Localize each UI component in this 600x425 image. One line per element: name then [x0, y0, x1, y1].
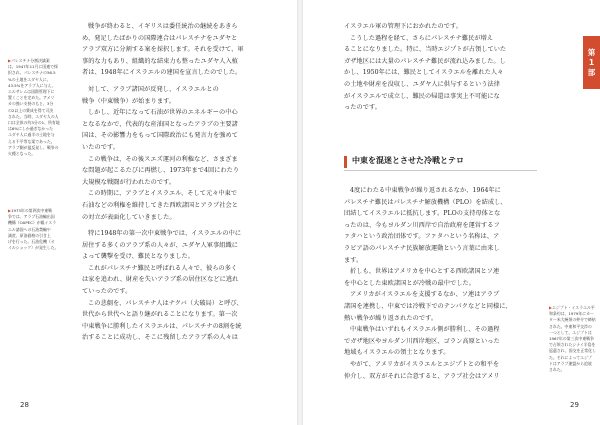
text-line: これがパレスチナ難民と呼ばれる人々で、彼らの多く — [88, 264, 238, 272]
text-line: 特に1948年の第一次中東戦争では、イスラエルの中に — [88, 230, 242, 238]
text-line: を中心とした東欧諸国とが冷戦の最中でした。 — [344, 279, 475, 287]
note-line — [549, 367, 596, 373]
note-text: エルサレムは国際管理下に — [8, 89, 55, 95]
text-line: の対立が表面化していきました。 — [82, 213, 176, 221]
note-text: た。それによってエジプ — [549, 354, 592, 360]
note-text: で占領されたシナイ半島を — [549, 342, 596, 348]
note-text: 置くことを定めた。アメリ — [8, 95, 55, 101]
text-line: は家を追われ、財産を失いアラブ系の居住区などに逃れ — [82, 276, 239, 284]
text-line: 大規模な戦闘が行われたのです。 — [82, 178, 176, 186]
note-text: 機構（OAPEC）が親イスラ — [8, 220, 57, 226]
note-text: イルショック）が発生した。 — [8, 245, 59, 251]
note-text: 択され、パレスチナの56.5 — [8, 70, 56, 76]
note-text: エジプト・イスラエル平 — [552, 305, 595, 310]
text-line: この時期に、アラブとイスラエル、そして元々中東で — [88, 190, 238, 198]
text-line: ていったのです。 — [82, 288, 132, 296]
text-line: 熱い戦争が繰り返されたのです。 — [344, 314, 438, 322]
note-text: げを行った。石油危機（オ — [8, 239, 55, 245]
note-marker-icon: ▶ — [8, 208, 11, 213]
left-body-text — [82, 21, 282, 344]
text-line: ることになりました。特に、当時エジプトが占領していた — [344, 46, 507, 54]
text-line: 仲介し、双方がそれに合意すると、アラブ社会はアメリ — [344, 372, 500, 380]
text-line: この戦争は、その後スエズ運河の利権など、さまざま — [88, 155, 238, 163]
right-margin-note — [549, 305, 596, 373]
text-line: がイスラエルで成立し、難民の帰還は事実上不可能にな — [344, 92, 500, 100]
note-text: 1967年の第三次中東戦争 — [549, 336, 594, 342]
text-line: となるなかで、代表的な産油国となったアラブの主要諸 — [82, 120, 238, 128]
text-line: 戦争が終わると、イギリスは委任統治の継続をあきら — [88, 23, 238, 30]
text-line: め、発足したばかりの国際連合はパレスチナをユダヤと — [82, 34, 238, 42]
text-line: 4度にわたる中東戦争が繰り返されるなか、1964年に — [350, 187, 501, 194]
chapter-tab — [583, 36, 600, 89]
note-text: 火種となった。 — [8, 151, 36, 157]
note-text: ユダヤ人に過半の土地を与 — [8, 132, 55, 138]
note-text: 返還され、国交を正常化し — [549, 348, 596, 354]
note-text: された。当時、ユダヤ人の人 — [8, 113, 59, 119]
note-text: は6%にしか過ぎなかった — [8, 126, 54, 132]
note-line — [8, 245, 58, 251]
section-heading — [344, 154, 537, 171]
note-text: ター米大統領の仲介で締結 — [549, 317, 596, 323]
note-text: カの強い支持のもと、3分 — [8, 101, 54, 107]
note-text: パレスチナ分割決議案 — [11, 58, 50, 63]
text-line: 対して、アラブ諸国が反発し、イスラエルとの — [88, 85, 219, 93]
text-line: ったのです。 — [344, 104, 381, 112]
text-line: ったのは、今もヨルダン川西岸で自治政府を運営するフ — [344, 221, 500, 229]
note-text: %の土地をユダヤ人に、 — [8, 76, 51, 82]
text-line: しかし、近年になって石油が世界のエネルギーの中心 — [88, 109, 238, 117]
right-body-text-top — [344, 21, 544, 114]
text-line: よって襲撃を受け、難民となりました。 — [82, 253, 195, 261]
text-line: 中東戦争はいずれもイスラエル側が勝利し、その過程 — [350, 326, 500, 334]
text-line: ラビア語のパレスチナ民族解放運動という言葉に由来し — [344, 244, 500, 252]
text-line: の土地や財産を没収し、ユダヤ人に供与するという法律 — [344, 80, 500, 88]
right-body-text-bottom — [344, 185, 544, 382]
note-text: 和条約は、1979年にカー — [549, 311, 594, 317]
chapter-tab-number: 1 — [588, 57, 595, 67]
margin-note — [8, 208, 58, 251]
text-line: パレスチナ難民はパレスチナ解放機構（PLO）を結成し、 — [344, 198, 507, 206]
text-line: 者は、1948年にイスラエルの建国を宣言したのでした。 — [82, 69, 242, 77]
note-text: 争では、アラブ石油輸出国 — [8, 214, 55, 220]
note-text: 口は全体の約3分の1、所有地 — [8, 120, 60, 126]
text-line: 諸国を連携し、中東では冷戦下でのテンパクなどと同様に、 — [344, 302, 512, 310]
text-line: 折しも、世界はアメリカを中心とする西欧諸国とソ連 — [350, 268, 500, 276]
text-line: 中東戦争に勝利したイスラエルは、パレスチナの8割を統 — [82, 322, 242, 330]
text-line: イスラエル軍の管理下におかれたのです。 — [344, 23, 462, 30]
text-line: アラブ双方に分割する案を採択します。それを受けて、軍 — [82, 46, 244, 54]
chapter-tab-char: 部 — [587, 67, 596, 77]
note-marker-icon: ▶ — [8, 58, 11, 63]
text-line: ます。 — [344, 256, 363, 264]
text-line: 世代から世代へと語り継がれることになります。第一次 — [82, 311, 238, 319]
text-line: この悲劇を、パレスチナ人はナクバ（大破局）と呼び、 — [88, 299, 243, 307]
page-number-right: 29 — [570, 401, 579, 409]
text-line: 治することに成功し、そこに残留したアラブ系の人々は — [82, 334, 238, 342]
note-text: された。中東和平交渉の — [549, 323, 592, 329]
text-line: 国は、その影響力をもって国際政治にも発言力を強めて — [82, 132, 238, 140]
text-line: 居住する多くのアラブ系の人々が、ユダヤ人軍事組織に — [82, 241, 238, 249]
text-line: ァタハという政治団体です。ファタハという名称は、ア — [344, 233, 500, 241]
margin-note — [8, 58, 60, 157]
text-line: アメリカがイスラエルを支援するなか、ソ連はアラブ — [350, 291, 500, 299]
section-accent-bar — [344, 156, 347, 168]
note-text: エル諸国への石油禁輸や — [8, 226, 51, 232]
text-line: ガザ地区には大量のパレスチナ難民が流れ込みました。し — [344, 57, 506, 65]
chapter-tab-char: 第 — [587, 47, 596, 57]
text-line: 事的な力もあり、組織的な結束力も整ったユダヤ人入植 — [82, 57, 238, 65]
text-line: いたのです。 — [82, 143, 119, 151]
note-text: の2以上の賛成を得て可決 — [8, 107, 54, 113]
section-title: 中東を混迷とさせた冷戦とテロ — [352, 156, 464, 165]
note-text: トはアラブ連盟から追放 — [549, 360, 592, 366]
text-line: かし、1950年には、難民としてイスラエルを離れた人々 — [344, 69, 504, 77]
text-line: こうした過程を経て、さらにパレスチナ難民が増え — [350, 34, 494, 42]
note-text: 43.5%をアラブ人に与え、 — [8, 82, 56, 88]
note-marker-icon: ▶ — [549, 305, 552, 310]
note-line — [8, 151, 60, 157]
page-number-left: 28 — [20, 401, 29, 409]
note-text: 減産、原油価格の引き上 — [8, 232, 51, 238]
text-line: 戦争（中東戦争）が始まります。 — [82, 97, 176, 105]
text-line: 石油などの利権を維持してきた西欧諸国とアラブ社会と — [82, 201, 238, 209]
text-line: 地域もイスラエルの領土となります。 — [344, 349, 450, 357]
note-text: 1973年の第四次中東戦 — [11, 208, 53, 213]
text-line: やがて、アメリカがイスラエルとエジプトとの和平を — [350, 360, 500, 368]
text-line: 団結してイスラエルに抵抗します。PLOの支持母体とな — [344, 210, 501, 218]
text-line: でガザ地区やヨルダン川西岸地区、ゴラン高原といった — [344, 337, 500, 345]
note-text: 一つとして、エジプトは — [549, 329, 592, 335]
note-text: は、1947年11月に国連で採 — [8, 64, 58, 70]
note-text: える不平等な案であった。 — [8, 138, 55, 144]
text-line: な問題が起こるたびに再燃し、1973年まで4回にわたり — [82, 167, 240, 175]
note-text: アラブ側が猛反発し、戦争の — [8, 144, 59, 150]
note-text: された。 — [549, 367, 565, 373]
